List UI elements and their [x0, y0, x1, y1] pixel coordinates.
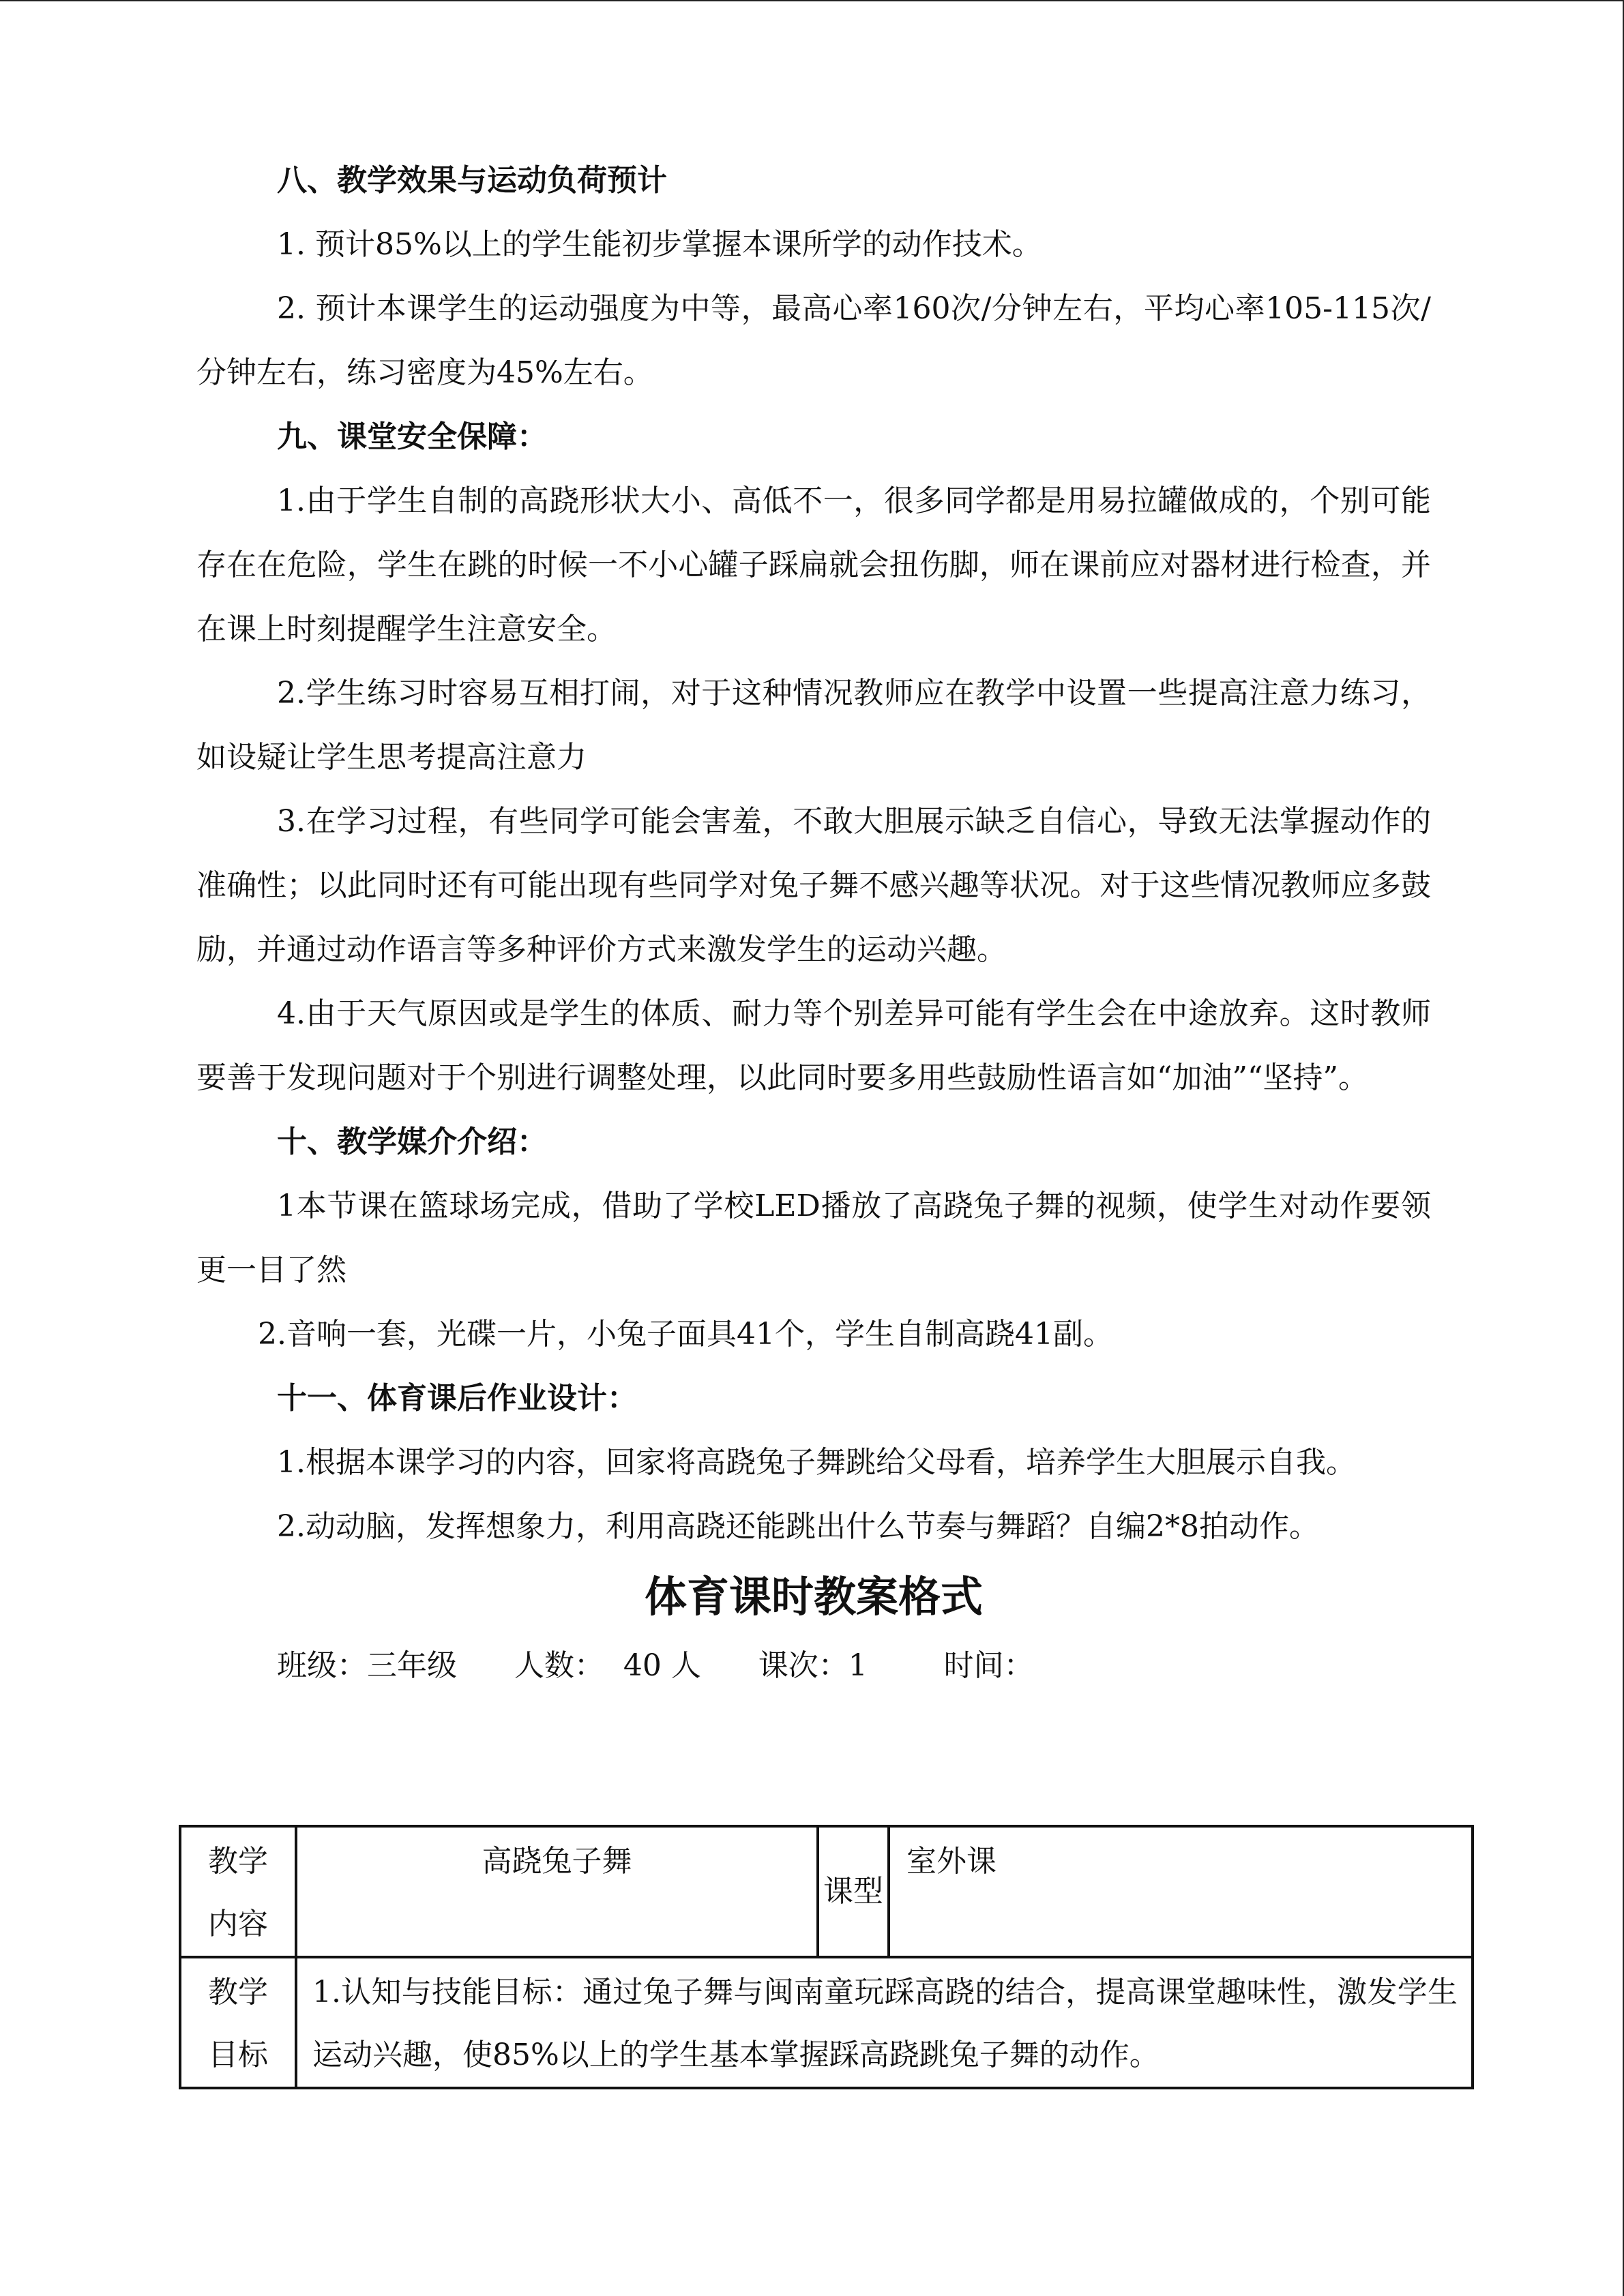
- goal-label-cell: [180, 1957, 296, 2088]
- type-value-cell: [889, 1826, 1473, 1957]
- paragraph: 4.由于天气原因或是学生的体质、耐力等个别差异可能有学生会在中途放弃。这时教师要善于发现问题对于个别进行调整处理，以此同时要多用些鼓励性语言如“加油”“坚持”。: [196, 996, 1431, 1095]
- lesson-plan-title: 体育课时教案格式: [644, 1572, 983, 1622]
- goal-value-cell: [296, 1957, 1473, 2088]
- section-heading-8: 八、教学效果与运动负荷预计: [277, 163, 667, 198]
- content-value-cell: [296, 1826, 818, 1957]
- goal-value: 1.认知与技能目标：通过兔子舞与闽南童玩踩高跷的结合，提高课堂趣味性，激发学生运动兴趣，使85%以上的学生基本掌握踩高跷跳兔子舞的动作。: [312, 1975, 1458, 2072]
- section-heading-9: 九、课堂安全保障：: [277, 419, 547, 454]
- paragraph: 1本节课在篮球场完成，借助了学校LED播放了高跷兔子舞的视频，使学生对动作要领更一目了然: [196, 1189, 1431, 1287]
- class-info-line: 班级：三年级 人数： 40 人 课次：1 时间：: [277, 1648, 1034, 1683]
- table-row: [180, 1826, 1473, 1957]
- goal-label: 教学目标: [208, 1975, 268, 2072]
- section-heading-10: 十、教学媒介介绍：: [277, 1124, 547, 1159]
- table-row: [180, 1957, 1473, 2088]
- paragraph: 3.在学习过程，有些同学可能会害羞，不敢大胆展示缺乏自信心，导致无法掌握动作的准确性；以此同时还有可能出现有些同学对兔子舞不感兴趣等状况。对于这些情况教师应多鼓励，并通过动作语言等多种评价方式来激发学生的运动兴趣。: [196, 804, 1431, 967]
- paragraph: 1.由于学生自制的高跷形状大小、高低不一，很多同学都是用易拉罐做成的，个别可能存在在危险，学生在跳的时候一不小心罐子踩扁就会扭伤脚，师在课前应对器材进行检查，并在课上时刻提醒学生注意安全。: [196, 483, 1431, 646]
- paragraph: 1. 预计85%以上的学生能初步掌握本课所学的动作技术。: [277, 227, 1042, 262]
- section-heading-11: 十一、体育课后作业设计：: [277, 1381, 637, 1416]
- content-value: 高跷兔子舞: [482, 1844, 632, 1879]
- lesson-plan-table: [179, 1825, 1474, 2089]
- type-label: 课型: [823, 1874, 883, 1909]
- paragraph: 2.音响一套，光碟一片，小兔子面具41个，学生自制高跷41副。: [258, 1317, 1113, 1352]
- paragraph: 2.学生练习时容易互相打闹，对于这种情况教师应在教学中设置一些提高注意力练习，如设疑让学生思考提高注意力: [196, 676, 1431, 775]
- document-body: [196, 149, 1431, 1698]
- content-label: 教学内容: [208, 1844, 268, 1941]
- type-label-cell: [818, 1826, 889, 1957]
- paragraph: 2.动动脑，发挥想象力，利用高跷还能跳出什么节奏与舞蹈？自编2*8拍动作。: [277, 1509, 1319, 1544]
- paragraph: 2. 预计本课学生的运动强度为中等，最高心率160次/分钟左右，平均心率105-115次/分钟左右，练习密度为45%左右。: [196, 291, 1431, 390]
- content-label-cell: [180, 1826, 296, 1957]
- paragraph: 1.根据本课学习的内容，回家将高跷兔子舞跳给父母看，培养学生大胆展示自我。: [277, 1445, 1356, 1480]
- type-value: 室外课: [906, 1844, 996, 1879]
